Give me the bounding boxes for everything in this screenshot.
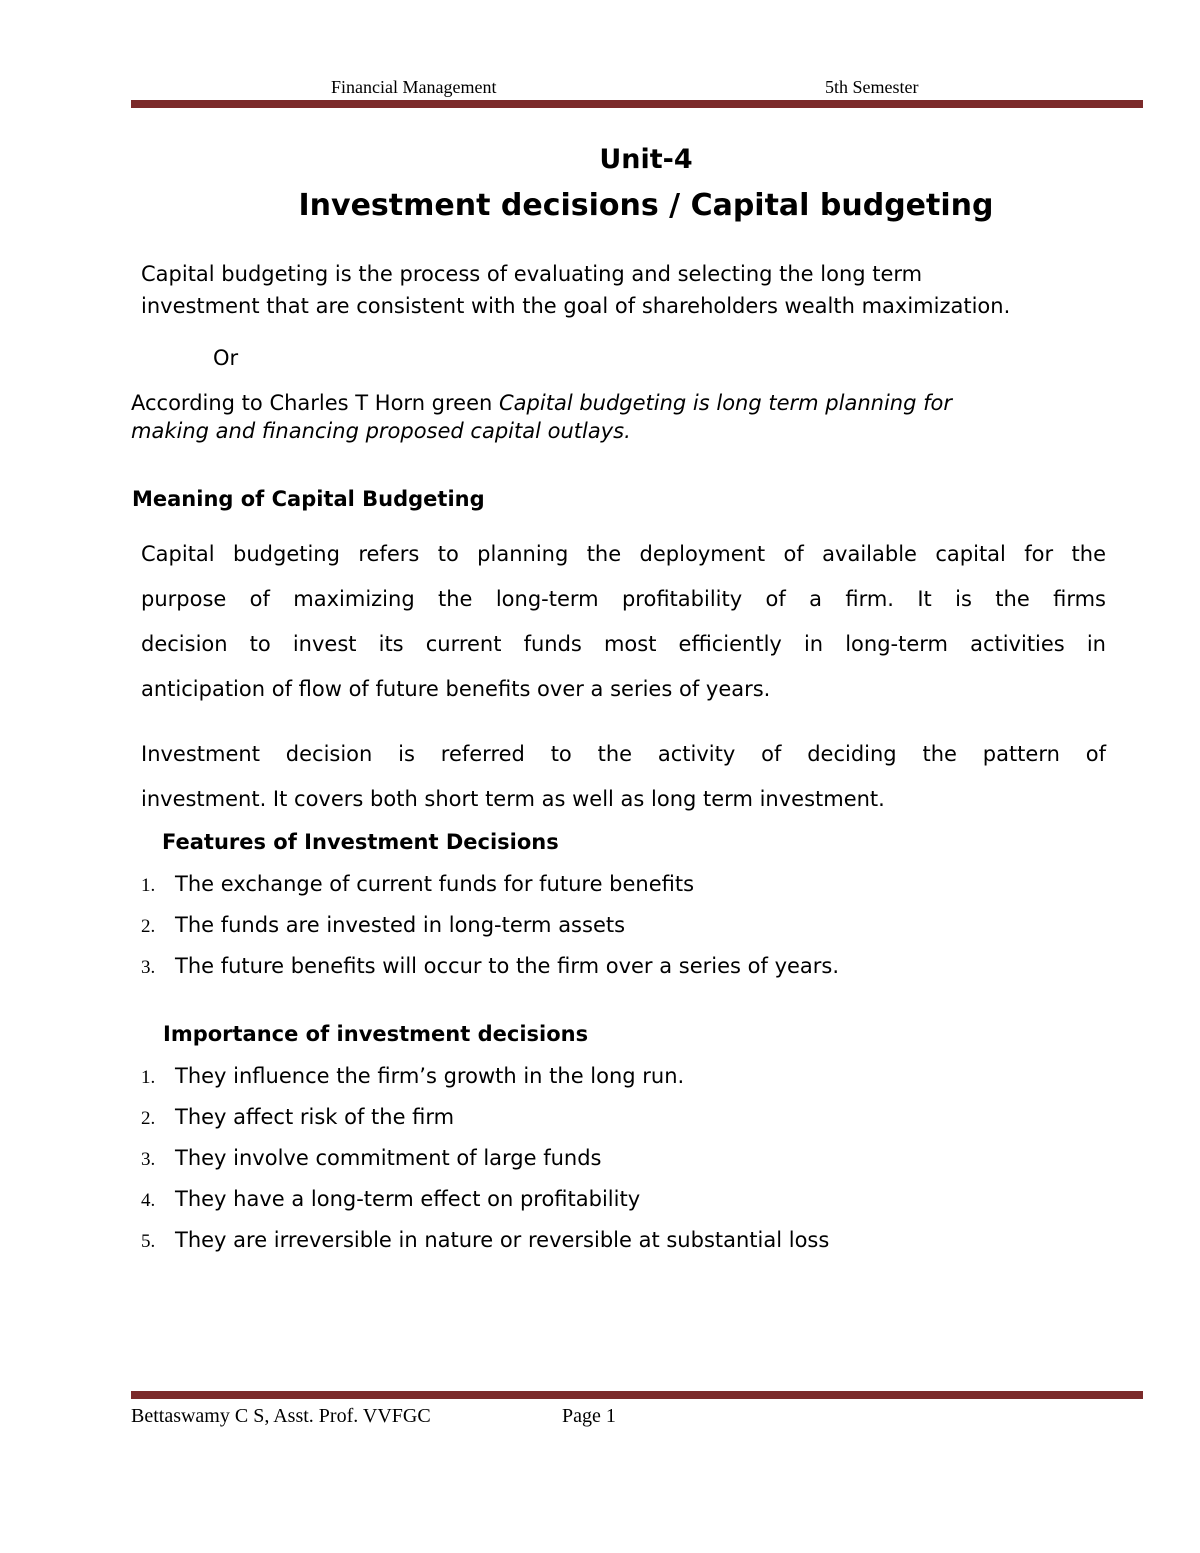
header-semester: 5th Semester bbox=[825, 77, 919, 97]
importance-heading: Importance of investment decisions bbox=[163, 1022, 589, 1046]
definition-quote-2: making and financing proposed capital outlays. bbox=[131, 419, 631, 443]
list-number: 1. bbox=[141, 875, 156, 896]
list-number: 3. bbox=[141, 957, 156, 978]
investment-line-2: investment. It covers both short term as well as long term investment. bbox=[141, 787, 885, 811]
list-number: 3. bbox=[141, 1149, 156, 1170]
list-text: They have a long-term effect on profitability bbox=[175, 1187, 641, 1211]
list-text: They involve commitment of large funds bbox=[175, 1146, 602, 1170]
header-subject: Financial Management bbox=[331, 77, 497, 97]
list-text: The future benefits will occur to the firm over a series of years. bbox=[175, 954, 840, 978]
meaning-line-4: anticipation of flow of future benefits over a series of years. bbox=[141, 677, 771, 701]
meaning-line-2: purpose of maximizing the long-term profitability of a firm. It is the firms bbox=[141, 587, 1106, 611]
meaning-line-3: decision to invest its current funds most efficiently in long-term activities in bbox=[141, 632, 1106, 656]
list-item bbox=[141, 954, 839, 979]
footer-rule bbox=[131, 1391, 1143, 1399]
list-number: 1. bbox=[141, 1067, 156, 1088]
list-text: They influence the firm’s growth in the long run. bbox=[175, 1064, 685, 1088]
intro-line-1: Capital budgeting is the process of evaluating and selecting the long term bbox=[141, 262, 923, 286]
intro-line-2: investment that are consistent with the goal of shareholders wealth maximization. bbox=[141, 294, 1011, 318]
list-item bbox=[141, 1064, 684, 1089]
definition-prefix: According to Charles T Horn green bbox=[131, 391, 500, 415]
page-title: Investment decisions / Capital budgeting bbox=[298, 188, 994, 223]
list-number: 2. bbox=[141, 916, 156, 937]
footer-author: Bettaswamy C S, Asst. Prof. VVFGC bbox=[131, 1405, 431, 1427]
list-item bbox=[141, 872, 694, 897]
header-rule bbox=[131, 100, 1143, 108]
list-text: They affect risk of the firm bbox=[175, 1105, 455, 1129]
list-number: 5. bbox=[141, 1231, 156, 1252]
list-item bbox=[141, 1146, 602, 1171]
meaning-line-1: Capital budgeting refers to planning the deployment of available capital for the bbox=[141, 542, 1106, 566]
definition-line-1 bbox=[131, 391, 952, 415]
definition-quote-1: Capital budgeting is long term planning for bbox=[499, 391, 952, 415]
list-item bbox=[141, 1228, 829, 1253]
list-number: 4. bbox=[141, 1190, 156, 1211]
features-heading: Features of Investment Decisions bbox=[162, 830, 559, 854]
list-text: The funds are invested in long-term assets bbox=[175, 913, 626, 937]
meaning-heading: Meaning of Capital Budgeting bbox=[132, 487, 485, 511]
list-number: 2. bbox=[141, 1108, 156, 1129]
list-item bbox=[141, 1105, 454, 1130]
investment-line-1: Investment decision is referred to the activity of deciding the pattern of bbox=[141, 742, 1106, 766]
page-number: Page 1 bbox=[562, 1405, 616, 1427]
list-item bbox=[141, 1187, 640, 1212]
unit-title: Unit-4 bbox=[599, 144, 693, 175]
list-text: The exchange of current funds for future benefits bbox=[175, 872, 695, 896]
list-item bbox=[141, 913, 625, 938]
or-text: Or bbox=[213, 346, 239, 370]
list-text: They are irreversible in nature or reversible at substantial loss bbox=[175, 1228, 830, 1252]
